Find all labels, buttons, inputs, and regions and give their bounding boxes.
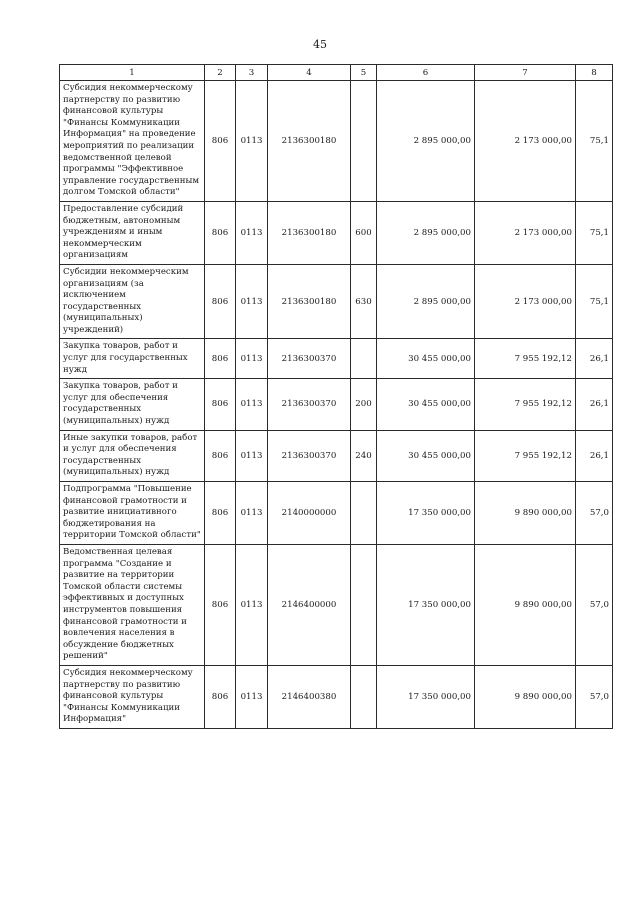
row-section-cell: 0113 <box>236 544 268 665</box>
table-row <box>60 482 613 545</box>
row-name-cell: Подпрограмма "Повышение финансовой грамотности и развитие инициативного бюджетирования на территории Томской области" <box>60 482 205 545</box>
row-percent-cell: 75,1 <box>576 264 613 339</box>
row-actual-cell: 2 173 000,00 <box>475 81 576 202</box>
row-name-cell: Ведомственная целевая программа "Создание и развитие на территории Томской области системы эффективных и доступных инструментов повышения финансовой грамотности и вовлечения населения в обсуждение бюджетных решений" <box>60 544 205 665</box>
row-article-cell: 2136300370 <box>268 379 351 430</box>
row-type-cell: 200 <box>351 379 377 430</box>
row-name-cell: Субсидия некоммерческому партнерству по развитию финансовой культуры "Финансы Коммуникации Информация" на проведение мероприятий по реализации ведомственной целевой программы "Эффективное управление государственным долгом Томской области" <box>60 81 205 202</box>
row-name-cell: Закупка товаров, работ и услуг для обеспечения государственных (муниципальных) нужд <box>60 379 205 430</box>
row-plan-cell: 17 350 000,00 <box>377 544 475 665</box>
row-actual-cell: 9 890 000,00 <box>475 482 576 545</box>
row-percent-cell: 26,1 <box>576 339 613 379</box>
row-plan-cell: 30 455 000,00 <box>377 339 475 379</box>
row-code-cell: 806 <box>205 379 236 430</box>
row-percent-cell: 57,0 <box>576 544 613 665</box>
row-section-cell: 0113 <box>236 665 268 728</box>
row-plan-cell: 2 895 000,00 <box>377 81 475 202</box>
budget-table <box>59 64 613 729</box>
column-header: 7 <box>475 65 576 81</box>
row-name-cell: Закупка товаров, работ и услуг для государственных нужд <box>60 339 205 379</box>
row-code-cell: 806 <box>205 264 236 339</box>
row-code-cell: 806 <box>205 201 236 264</box>
row-name-cell: Иные закупки товаров, работ и услуг для обеспечения государственных (муниципальных) нужд <box>60 430 205 481</box>
row-section-cell: 0113 <box>236 379 268 430</box>
row-article-cell: 2140000000 <box>268 482 351 545</box>
row-plan-cell: 2 895 000,00 <box>377 264 475 339</box>
column-header: 2 <box>205 65 236 81</box>
row-code-cell: 806 <box>205 665 236 728</box>
row-name-cell: Субсидии некоммерческим организациям (за исключением государственных (муниципальных) учреждений) <box>60 264 205 339</box>
row-section-cell: 0113 <box>236 339 268 379</box>
row-plan-cell: 17 350 000,00 <box>377 665 475 728</box>
column-header: 4 <box>268 65 351 81</box>
row-article-cell: 2136300370 <box>268 430 351 481</box>
row-type-cell <box>351 544 377 665</box>
table-row <box>60 81 613 202</box>
row-actual-cell: 2 173 000,00 <box>475 201 576 264</box>
row-type-cell <box>351 665 377 728</box>
row-type-cell: 630 <box>351 264 377 339</box>
row-type-cell: 240 <box>351 430 377 481</box>
row-article-cell: 2136300180 <box>268 81 351 202</box>
table-row <box>60 264 613 339</box>
row-section-cell: 0113 <box>236 264 268 339</box>
row-actual-cell: 7 955 192,12 <box>475 430 576 481</box>
row-code-cell: 806 <box>205 482 236 545</box>
row-percent-cell: 26,1 <box>576 379 613 430</box>
row-plan-cell: 17 350 000,00 <box>377 482 475 545</box>
row-percent-cell: 75,1 <box>576 201 613 264</box>
row-actual-cell: 7 955 192,12 <box>475 379 576 430</box>
page-number: 45 <box>313 38 327 51</box>
column-header: 5 <box>351 65 377 81</box>
table-row <box>60 665 613 728</box>
table-row <box>60 339 613 379</box>
row-code-cell: 806 <box>205 81 236 202</box>
row-article-cell: 2146400380 <box>268 665 351 728</box>
table-row <box>60 201 613 264</box>
column-header: 6 <box>377 65 475 81</box>
row-type-cell <box>351 482 377 545</box>
row-actual-cell: 7 955 192,12 <box>475 339 576 379</box>
row-percent-cell: 75,1 <box>576 81 613 202</box>
row-percent-cell: 57,0 <box>576 482 613 545</box>
column-header: 1 <box>60 65 205 81</box>
row-section-cell: 0113 <box>236 81 268 202</box>
row-name-cell: Субсидия некоммерческому партнерству по развитию финансовой культуры "Финансы Коммуникации Информация" <box>60 665 205 728</box>
row-code-cell: 806 <box>205 339 236 379</box>
table-row <box>60 544 613 665</box>
row-section-cell: 0113 <box>236 430 268 481</box>
row-article-cell: 2146400000 <box>268 544 351 665</box>
row-percent-cell: 57,0 <box>576 665 613 728</box>
row-article-cell: 2136300180 <box>268 201 351 264</box>
table-header-row <box>60 65 613 81</box>
row-actual-cell: 9 890 000,00 <box>475 665 576 728</box>
row-type-cell <box>351 339 377 379</box>
row-article-cell: 2136300370 <box>268 339 351 379</box>
column-header: 8 <box>576 65 613 81</box>
row-percent-cell: 26,1 <box>576 430 613 481</box>
table-row <box>60 379 613 430</box>
row-type-cell <box>351 81 377 202</box>
row-type-cell: 600 <box>351 201 377 264</box>
row-actual-cell: 2 173 000,00 <box>475 264 576 339</box>
row-code-cell: 806 <box>205 544 236 665</box>
row-plan-cell: 30 455 000,00 <box>377 379 475 430</box>
row-name-cell: Предоставление субсидий бюджетным, автономным учреждениям и иным некоммерческим организациям <box>60 201 205 264</box>
row-plan-cell: 2 895 000,00 <box>377 201 475 264</box>
row-article-cell: 2136300180 <box>268 264 351 339</box>
row-plan-cell: 30 455 000,00 <box>377 430 475 481</box>
row-section-cell: 0113 <box>236 482 268 545</box>
row-actual-cell: 9 890 000,00 <box>475 544 576 665</box>
table-row <box>60 430 613 481</box>
row-section-cell: 0113 <box>236 201 268 264</box>
row-code-cell: 806 <box>205 430 236 481</box>
column-header: 3 <box>236 65 268 81</box>
